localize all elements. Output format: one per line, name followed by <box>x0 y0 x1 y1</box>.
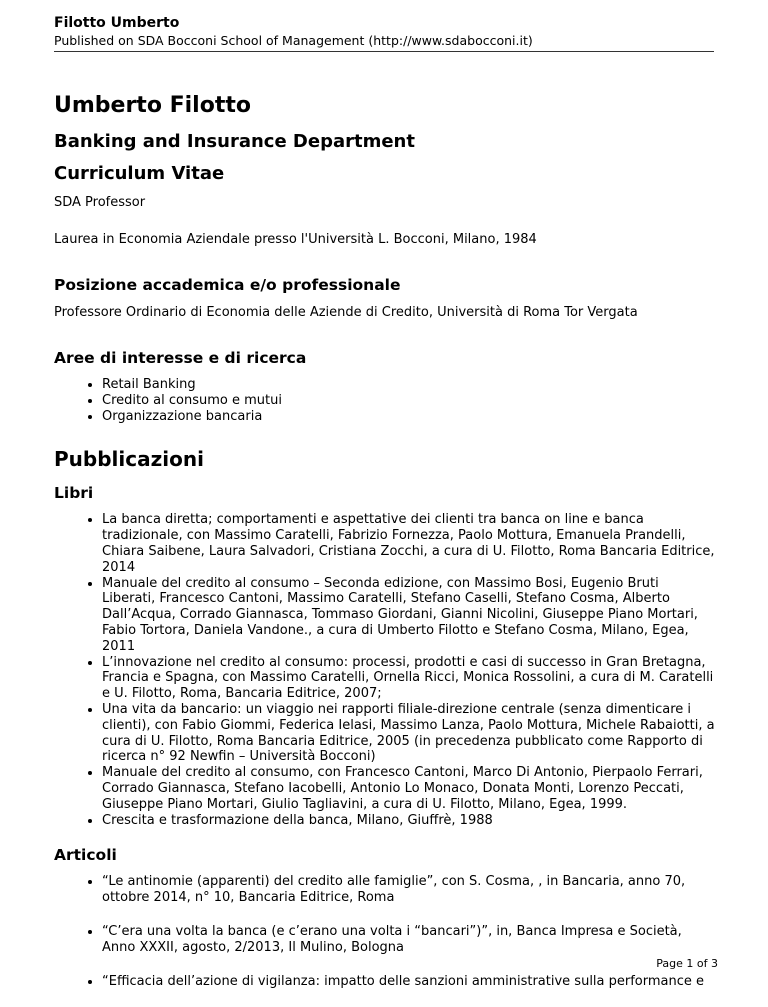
books-heading: Libri <box>54 484 94 503</box>
research-list <box>54 377 716 424</box>
department-heading: Banking and Insurance Department <box>54 131 415 152</box>
header-title: Filotto Umberto <box>54 15 180 31</box>
publications-heading: Pubblicazioni <box>54 447 204 472</box>
articles-list <box>54 874 716 989</box>
books-list <box>54 512 716 828</box>
role-text: SDA Professor <box>54 195 146 210</box>
header-published: Published on SDA Bocconi School of Management (http://www.sdabocconi.it) <box>54 33 533 48</box>
cv-heading: Curriculum Vitae <box>54 163 225 184</box>
person-name: Umberto Filotto <box>54 93 251 118</box>
list-item: • Organizzazione bancaria <box>102 409 716 425</box>
page-header <box>54 14 714 50</box>
main-content <box>54 92 716 1007</box>
page-number: Page 1 of 3 <box>656 957 718 970</box>
list-item: • Manuale del credito al consumo – Seconda edizione, con Massimo Bosi, Eugenio Bruti Liberati, Francesco Cantoni, Massimo Caratelli, Stefano Caselli, Stefano Cosma, Alberto Dall’Acqua, Corrado Giannasca, Tommaso Giordani, Gianni Nicolini, Giuseppe Piano Mortari, Fabio Tortora, Daniela Vandone., a cura di Umberto Filotto e Stefano Cosma, Milano, Egea, 2011 <box>102 576 716 655</box>
list-item: • “Le antinomie (apparenti) del credito alle famiglie”, con S. Cosma, , in Bancaria, anno 70, ottobre 2014, n° 10, Bancaria Editrice, Roma <box>102 874 716 906</box>
list-item: • “Efficacia dell’azione di vigilanza: impatto delle sanzioni amministrative sulla performance e <box>102 974 716 990</box>
position-heading: Posizione accademica e/o professionale <box>54 276 401 294</box>
list-item: • Credito al consumo e mutui <box>102 393 716 409</box>
research-heading: Aree di interesse e di ricerca <box>54 349 307 367</box>
list-item: • Retail Banking <box>102 377 716 393</box>
list-item: • Crescita e trasformazione della banca, Milano, Giuffrè, 1988 <box>102 813 716 829</box>
list-item: • L’innovazione nel credito al consumo: processi, prodotti e casi di successo in Gran Bretagna, Francia e Spagna, con Massimo Caratelli, Ornella Ricci, Monica Rossolini, a cura di M. Caratelli e U. Filotto, Roma, Bancaria Editrice, 2007; <box>102 655 716 702</box>
list-item: • “C’era una volta la banca (e c’erano una volta i “bancari”)”, in, Banca Impresa e Società, Anno XXXII, agosto, 2/2013, Il Mulino, Bologna <box>102 924 716 956</box>
list-item: • Una vita da bancario: un viaggio nei rapporti filiale-direzione centrale (senza dimenticare i clienti), con Fabio Giommi, Federica Ielasi, Massimo Lanza, Paolo Mottura, Michele Rabaiotti, a cura di U. Filotto, Roma Bancaria Editrice, 2005 (in precedenza pubblicato come Rapporto di ricerca n° 92 Newfin – Università Bocconi) <box>102 702 716 765</box>
degree-text: Laurea in Economia Aziendale presso l'Università L. Bocconi, Milano, 1984 <box>54 232 537 247</box>
header-divider <box>54 51 714 52</box>
list-item: • La banca diretta; comportamenti e aspettative dei clienti tra banca on line e banca tradizionale, con Massimo Caratelli, Fabrizio Fornezza, Paolo Mottura, Emanuela Prandelli, Chiara Saibene, Laura Salvadori, Cristiana Zocchi, a cura di U. Filotto, Roma Bancaria Editrice, 2014 <box>102 512 716 575</box>
position-text: Professore Ordinario di Economia delle Aziende di Credito, Università di Roma Tor Vergata <box>54 305 638 320</box>
articles-heading: Articoli <box>54 846 117 865</box>
list-item: • Manuale del credito al consumo, con Francesco Cantoni, Marco Di Antonio, Pierpaolo Ferrari, Corrado Giannasca, Stefano Iacobelli, Antonio Lo Monaco, Donata Monti, Lorenzo Peccati, Giuseppe Piano Mortari, Giulio Tagliavini, a cura di U. Filotto, Milano, Egea, 1999. <box>102 765 716 812</box>
